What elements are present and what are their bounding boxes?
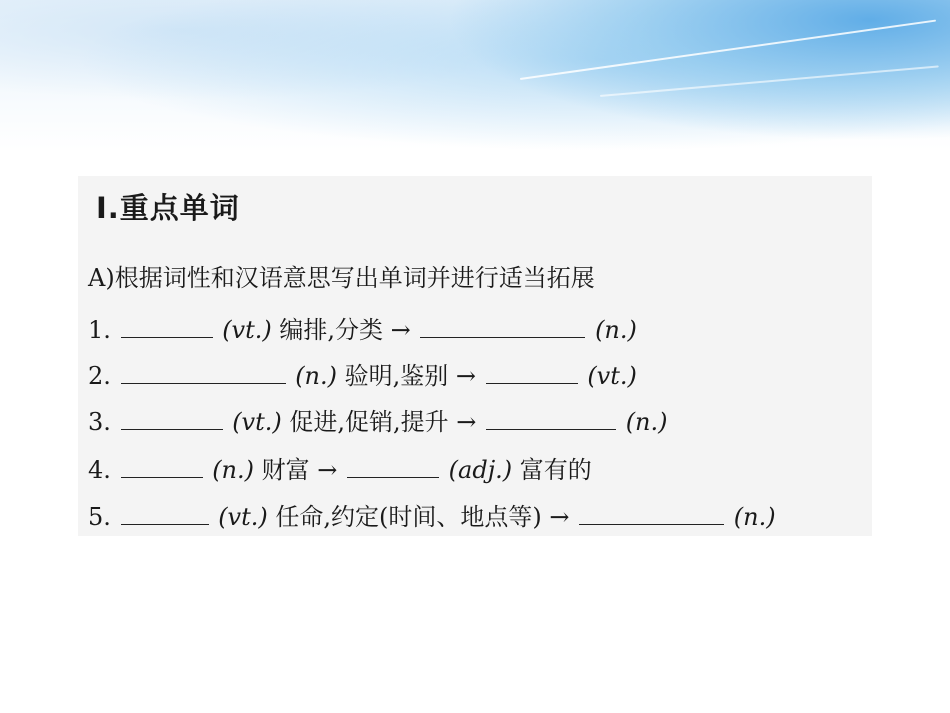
exercise-item-2	[88, 356, 637, 391]
part-of-speech: (vt.)	[218, 503, 268, 531]
part-of-speech: (n.)	[595, 316, 637, 344]
part-of-speech: (n.)	[212, 456, 254, 484]
instruction-text: A)根据词性和汉语意思写出单词并进行适当拓展	[88, 264, 595, 292]
part-of-speech: (adj.)	[448, 456, 513, 484]
item-meaning: 任命,约定(时间、地点等)	[275, 503, 542, 531]
arrow-icon: →	[317, 456, 338, 484]
part-of-speech: (vt.)	[587, 362, 637, 390]
part-of-speech: (n.)	[625, 408, 668, 436]
answer-blank[interactable]	[347, 457, 439, 478]
item-meaning: 验明,鉴别	[344, 362, 449, 390]
part-of-speech: (n.)	[295, 362, 337, 390]
answer-blank[interactable]	[121, 409, 223, 430]
answer-blank[interactable]	[486, 409, 616, 430]
answer-blank[interactable]	[579, 504, 724, 525]
answer-blank[interactable]	[121, 317, 213, 338]
part-of-speech: (vt.)	[232, 408, 282, 436]
item-number: 4.	[88, 456, 111, 484]
part-of-speech: (vt.)	[222, 316, 272, 344]
item-number: 5.	[88, 503, 111, 531]
header-banner	[0, 0, 950, 150]
answer-blank[interactable]	[420, 317, 585, 338]
arrow-icon: →	[549, 503, 570, 531]
answer-blank[interactable]	[121, 457, 203, 478]
section-heading: Ⅰ.重点单词	[96, 191, 240, 225]
exercise-item-5	[88, 497, 776, 532]
item-meaning: 财富	[261, 456, 310, 484]
arrow-icon: →	[456, 408, 477, 436]
item-number: 3.	[88, 408, 111, 436]
exercise-item-4	[88, 450, 592, 485]
arrow-icon: →	[390, 316, 411, 344]
item-meaning: 编排,分类	[279, 316, 384, 344]
item-number: 2.	[88, 362, 111, 390]
exercise-item-1	[88, 310, 637, 345]
item-meaning: 促进,促销,提升	[289, 408, 449, 436]
item-meaning-after: 富有的	[519, 456, 592, 484]
answer-blank[interactable]	[121, 504, 209, 525]
part-of-speech: (n.)	[733, 503, 776, 531]
answer-blank[interactable]	[486, 363, 578, 384]
answer-blank[interactable]	[121, 363, 286, 384]
item-number: 1.	[88, 316, 111, 344]
arrow-icon: →	[455, 362, 477, 390]
exercise-item-3	[88, 402, 668, 437]
